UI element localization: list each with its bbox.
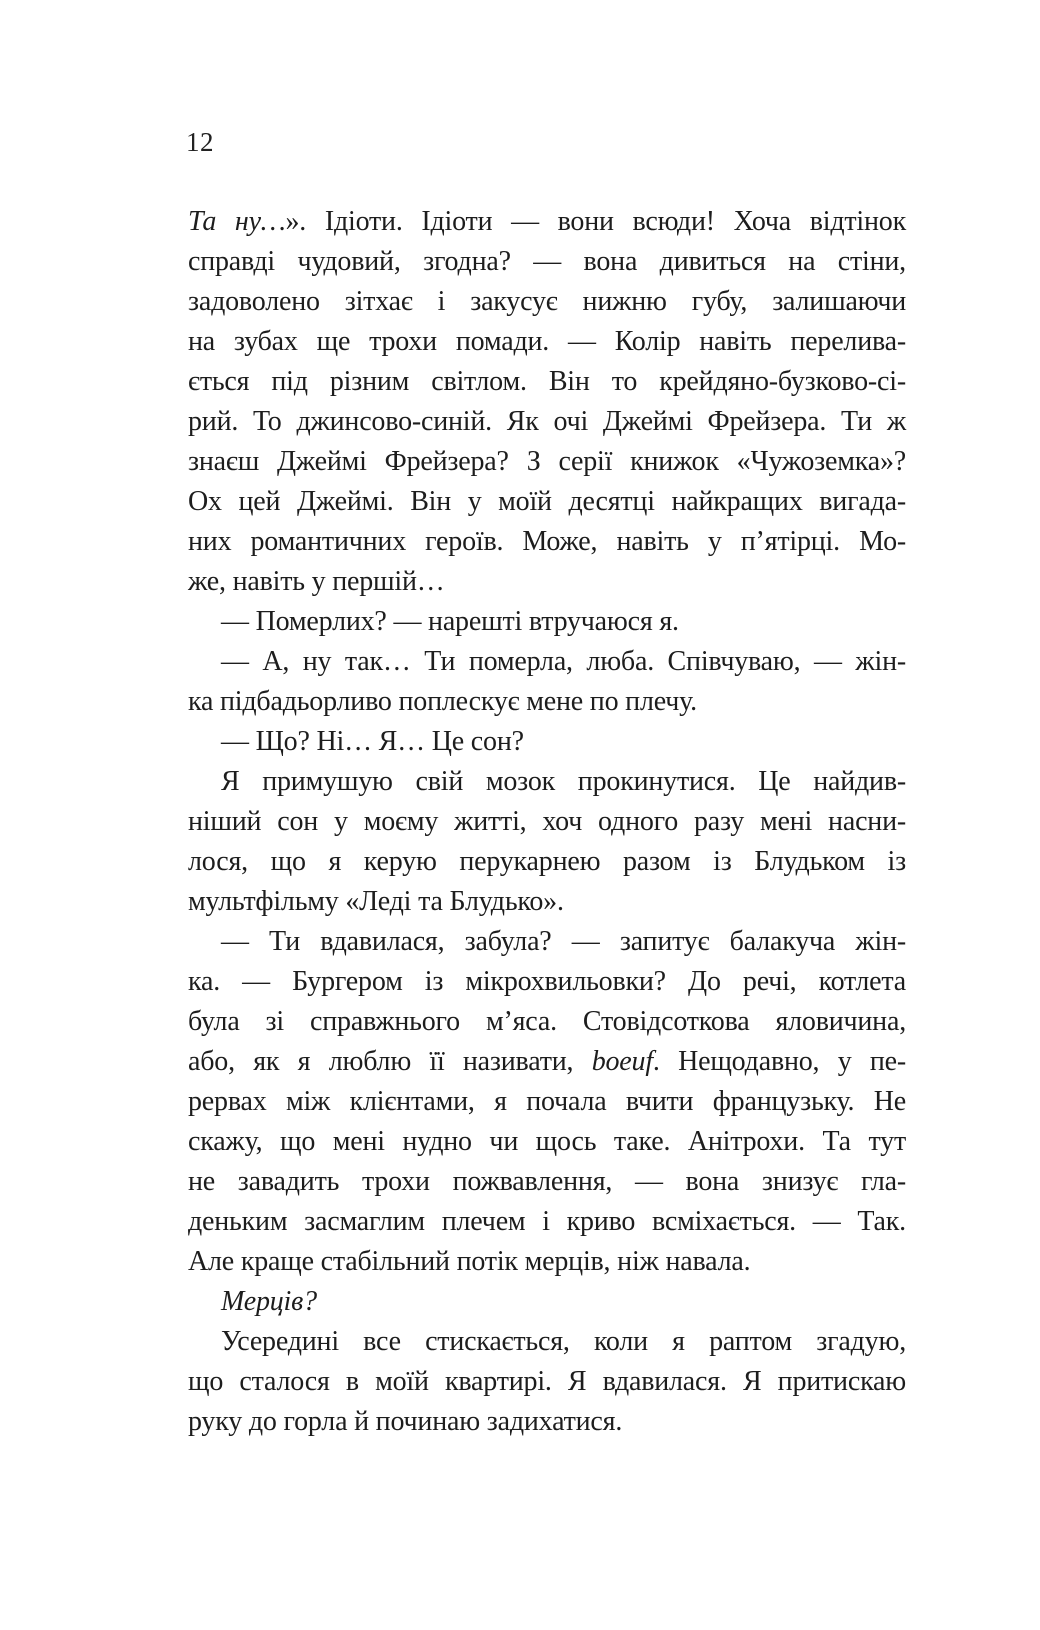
text-segment: не завадить трохи пожвавлення, — вона знизує гла- (188, 1166, 906, 1197)
text-line (188, 882, 906, 922)
text-segment: Ох цей Джеймі. Він у моїй десятці найкращих вигада- (188, 486, 906, 517)
text-line (188, 522, 906, 562)
text-segment: же, навіть у першій… (188, 566, 445, 597)
text-segment: — Що? Ні… Я… Це сон? (221, 726, 524, 757)
text-line (188, 202, 906, 242)
text-line (188, 602, 906, 642)
text-segment: знаєш Джеймі Фрейзера? З серії книжок «Чужоземка»? (188, 446, 906, 477)
text-line (188, 1362, 906, 1402)
text-segment: справді чудовий, згодна? — вона дивиться на стіни, (188, 246, 906, 277)
text-segment: Але краще стабільний потік мерців, ніж навала. (188, 1246, 751, 1277)
text-line (188, 682, 906, 722)
text-segment: задоволено зітхає і закусує нижню губу, залишаючи (188, 286, 906, 317)
text-segment: ка підбадьорливо поплескує мене по плечу. (188, 686, 697, 717)
text-segment: — Померлих? — нарешті втручаюся я. (221, 606, 679, 637)
text-segment: руку до горла й починаю задихатися. (188, 1406, 623, 1437)
text-line (188, 242, 906, 282)
text-line (188, 1282, 906, 1322)
text-line (188, 1242, 906, 1282)
text-line (188, 1202, 906, 1242)
text-line (188, 722, 906, 762)
page-number: 12 (186, 127, 214, 157)
italic-text-segment: Та ну… (188, 206, 286, 237)
text-segment: рий. То джинсово-синій. Як очі Джеймі Фрейзера. Ти ж (188, 406, 906, 437)
text-line (188, 802, 906, 842)
text-segment: . Нещодавно, у пе- (652, 1046, 907, 1077)
text-line (188, 562, 906, 602)
text-line (188, 642, 906, 682)
text-segment: рервах між клієнтами, я почала вчити французьку. Не (188, 1086, 906, 1117)
text-line (188, 1042, 906, 1082)
text-line (188, 442, 906, 482)
text-line (188, 922, 906, 962)
text-segment: Я примушую свій мозок прокинутися. Це найдив- (221, 766, 906, 797)
text-segment: ється під різним світлом. Він то крейдяно-бузково-сі- (188, 366, 906, 397)
text-segment: на зубах ще трохи помади. — Колір навіть перелива- (188, 326, 906, 357)
text-line (188, 362, 906, 402)
text-line (188, 762, 906, 802)
text-line (188, 1082, 906, 1122)
text-line (188, 402, 906, 442)
text-line (188, 1402, 906, 1442)
text-line (188, 1122, 906, 1162)
text-segment: — Ти вдавилася, забула? — запитує балакуча жін- (221, 926, 906, 957)
text-segment: ка. — Бургером із мікрохвильовки? До речі, котлета (188, 966, 906, 997)
text-segment: лося, що я керую перукарнею разом із Блудьком із (188, 846, 906, 877)
text-segment: деньким засмаглим плечем і криво всміхається. — Так. (188, 1206, 906, 1237)
text-segment: що сталося в моїй квартирі. Я вдавилася. Я притискаю (188, 1366, 906, 1397)
text-line (188, 1322, 906, 1362)
italic-text-segment: boeuf (591, 1046, 653, 1077)
text-segment: ніший сон у моєму житті, хоч одного разу мені насни- (188, 806, 906, 837)
text-segment: них романтичних героїв. Може, навіть у п’ятірці. Мо- (188, 526, 906, 557)
text-segment: ». Ідіоти. Ідіоти — вони всюди! Хоча відтінок (285, 206, 906, 237)
text-segment: була зі справжнього м’яса. Стовідсоткова яловичина, (188, 1006, 906, 1037)
text-segment: — А, ну так… Ти померла, люба. Співчуваю, — жін- (221, 646, 906, 677)
text-segment: мультфільму «Леді та Блудько». (188, 886, 564, 917)
text-line (188, 1162, 906, 1202)
text-line (188, 1002, 906, 1042)
text-segment: Усередині все стискається, коли я раптом згадую, (221, 1326, 906, 1357)
text-segment: скажу, що мені нудно чи щось таке. Анітрохи. Та тут (188, 1126, 906, 1157)
text-line (188, 842, 906, 882)
text-segment: або, як я люблю її називати, (188, 1046, 592, 1077)
text-line (188, 482, 906, 522)
text-line (188, 322, 906, 362)
text-line (188, 282, 906, 322)
italic-text-segment: Мерців? (221, 1286, 317, 1317)
body-text (188, 202, 906, 1442)
text-line (188, 962, 906, 1002)
